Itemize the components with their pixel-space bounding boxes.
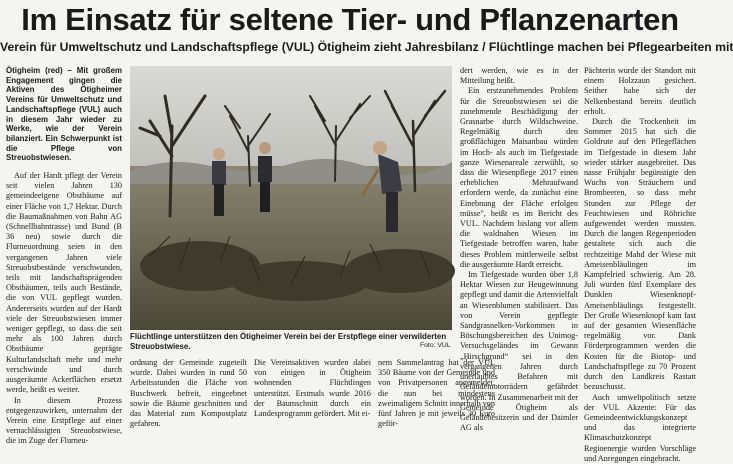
body-paragraph: Pächterin wurde der Standort mit einem Holzzaun gesichert. Seither habe sich der Nelkenbestand bereits deutlich erholt.	[584, 66, 696, 116]
body-paragraph: ordnung der Gemeinde zugeteilt wurde. Dabei wurden in rund 50 Arbeitsstunden die Fläche von Buschwerk befreit, eingeebnet sowie die Bäume geschnitten und das Material zum Kompostplatz gefahren.	[130, 358, 247, 429]
article-column-5	[460, 66, 578, 433]
lead-paragraph: Ötigheim (red) – Mit großem Engagement gingen die Aktiven des Ötigheimer Vereins für Umweltschutz und Landschaftspflege (VUL) auch in diesem Jahr wieder zu Werke, wie der Verein bilanziert. Ein Schwerpunkt ist die Pflege von Streuobstwiesen.	[6, 66, 122, 163]
body-paragraph: dert werden, wie es in der Mitteilung heißt.	[460, 66, 578, 86]
photo-credit: Foto: VUL	[420, 342, 451, 349]
body-paragraph: Im Tiefgestade wurden über 1,8 Hektar Wiesen zur Heugewinnung gepflegt und damit die Artenvielfalt an Wiesenblumen stabilisiert. Das von Verein gepflegte Sandgrasnelken-Vorkommen in Böschungsbereichen des Unimog-Versuchsgeländes im Gewann „Hirschgrund“ sei in den vergangenen Jahren durch unerlaubtes Befahren mit Geländemotorrädern gefährdet worden. In Zusammenarbeit mit der Gemeinde Ötigheim als Geländebesitzerin und der Daimler AG als	[460, 270, 578, 433]
body-paragraph: Ein erstzunehmendes Problem für die Streuobstwiesen sei die zunehmende Beschädigung der Grasnarbe durch Wildschweine. Regelmäßig durch den großflächigen Maisanbau würden im Hoch- als auch im Tiefgestade ganze Wiesenareale zerwühlt, so dass die Wiesenpflege 2017 einen erheblichen Mehraufwand erfordern werde, da zunächst eine Einebnung der Fläche erfolgen müsse", heißt es im Bericht des VUL. Nachdem bislang vor allem die waldnahen Wiesen im Tiefgestade betroffen waren, habe dieses Problem mittlerweile selbst die ausgeräumte Hardt erreicht.	[460, 86, 578, 269]
article-photo	[130, 66, 452, 330]
subheadline: Verein für Umweltschutz und Landschaftspflege (VUL) Ötigheim zieht Jahresbilanz / Flüchtlinge machen bei Pflegearbeiten mit	[0, 40, 733, 54]
body-paragraph: In diesem Prozess entgegenzuwirken, unternahm der Verein eine Erstpflege auf einer vernachlässigten Streuobstwiese, die im Zuge der Flurneu-	[6, 395, 122, 446]
article-column-3	[254, 358, 371, 419]
body-paragraph: Auf der Hardt pflegt der Verein seit vielen Jahren 130 gemeindeeigene Obstbäume auf einer Fläche von 1,7 Hektar. Durch die Baumaßnahmen von Bahn AG (Schnellbahntrasse) und Bund (B 36 neu) sowie durch die Flurneuordnung seien in den vergangenen Jahren viele Streuobstbestände verschwunden, teils mit landschaftsprägenden Obstbäumen, teils auch Bestände, die von VUL gepflegt wurden. Andererseits wurden auf der Hardt viele der Streuobstwiesen immer weniger gepflegt, so dass die seit mehr als 100 Jahren durch Obstbäume geprägte Kulturlandschaft mehr und mehr verschwinde und durch ausgeräumte Ackerflächen ersetzt werde, heißt es weiter.	[6, 171, 122, 395]
headline: Im Einsatz für seltene Tier- und Pflanzenarten	[21, 2, 679, 37]
body-paragraph: Auch umweltpolitisch setzte der VUL Akzente: Für das Gemeindeentwicklungskonzept und das integrierte Klimaschutzkonzept Regioenergie wurden Vorschläge und Anregungen eingebracht.	[584, 392, 696, 463]
article-column-1	[6, 66, 122, 446]
article-column-6	[584, 66, 696, 463]
body-paragraph: Die Vereinsaktiven wurden dabei von einigen in Ötigheim wohnenden Flüchtlingen unterstützt. Erstmals wurde 2016 der Baumschnitt durch ein Landesprogramm gefördert. Mit ei-	[254, 358, 371, 419]
photo-caption: Flüchtlinge unterstützen den Ötigheimer Verein bei der Erstpflege einer verwilderten Streuobstwiese.	[130, 332, 447, 351]
article-column-2	[130, 358, 247, 429]
body-paragraph: nem Sammelantrag hat der VUL 350 Bäume von der Gemeinde und von Privatpersonen angemeldet, die nun bei mindestens zweimaligem Schnitt innerhalb von fünf Jahren je mit jeweils 30 Euro geför-	[378, 358, 495, 429]
body-paragraph: Durch die Trockenheit im Sommer 2015 hat sich die Goldrute auf den Pflegeflächen im Tiefgestade in diesem Jahr wieder stärker ausgebreitet. Das nasse Frühjahr begünstigte den Wuchs von Sträuchern und Brombeeren, so dass mehr Stunden zur Pflege der Feuchtwiesen und Röhrichte aufgewendet werden mussten. Durch die langen Regenperioden gestaltete sich auch die rechtzeitige Mahd der Wiese mit Ameisenbläulingen im Kampfelried schwierig. Am 28. Juli wurden fünf Exemplare des Dunklen Wiesenknopf-Ameisenbläulings festgestellt. Der Große Wiesenknopf kam fast auf der gesamten Wiesenfläche regelmäßig vor. Dank Förderprogrammen werden die Kosten für die Biotop- und Landschaftspflege zu 70 Prozent durch den Landkreis Rastatt bezuschusst.	[584, 117, 696, 392]
